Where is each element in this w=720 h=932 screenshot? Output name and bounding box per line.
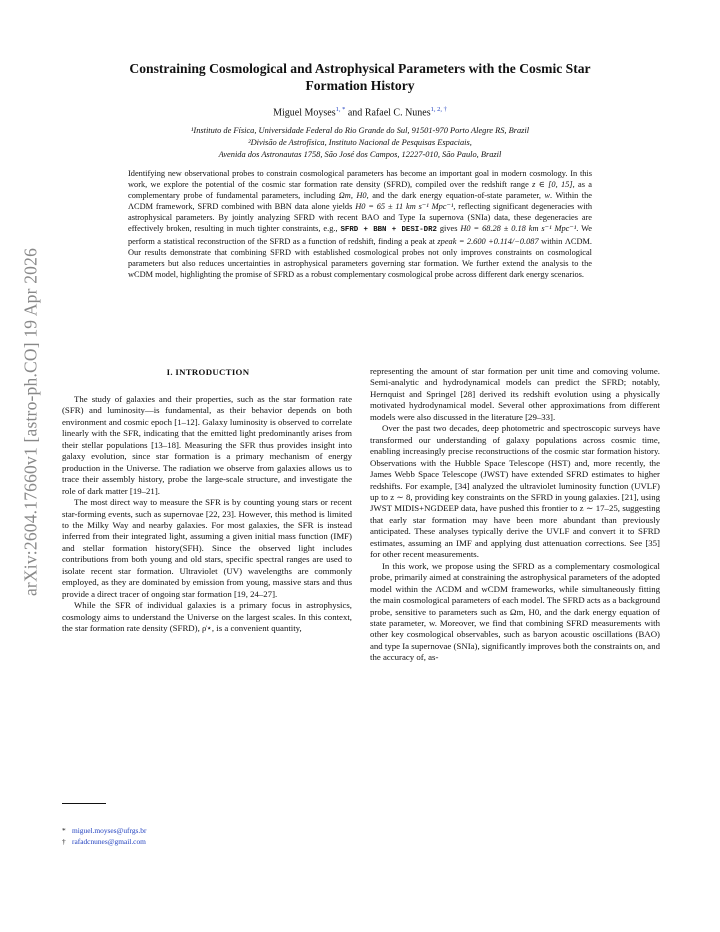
abstract-text: . Within the ΛCDM framework, SFRD combined with BBN data alone yields xyxy=(128,191,593,212)
affiliation-1: ¹Instituto de Física, Universidade Federal do Rio Grande do Sul, 91501-970 Porto Alegre RS, Brazil xyxy=(190,126,530,135)
affiliation-2: ²Divisão de Astrofísica, Instituto Nacional de Pesquisas Espaciais, xyxy=(248,138,472,147)
arxiv-identifier-stamp xyxy=(18,232,44,612)
abstract-text: , reflecting significant degeneracies with astrophysical parameters. By jointly analyzing SFRD with recent BAO and Type Ia supernova (SNIa) data, these degeneracies are effectively broken, resulting in much tighter constraints, e.g., xyxy=(128,202,593,234)
footnote-2 xyxy=(62,837,352,848)
abstract-math: w xyxy=(544,191,551,201)
footnote-1-email-link[interactable]: miguel.moyses@ufrgs.br xyxy=(72,826,147,835)
abstract-math: H0 = 65 ± 11 km s⁻¹ Mpc⁻¹ xyxy=(355,202,454,212)
title-line-1: Constraining Cosmological and Astrophysical Parameters with the Cosmic Star xyxy=(129,61,591,76)
author-1-name: Miguel Moyses xyxy=(273,107,336,119)
right-column xyxy=(370,366,660,664)
intro-paragraph-5: Over the past two decades, deep photometric and spectroscopic surveys have transformed our understanding of galaxy populations across cosmic time, enabling increasingly precise reconstructions of the cosmic star formation history. Observations with the Hubble Space Telescope (HST) and, more recently, the James Webb Space Telescope (JWST) have extended SFRD estimates to higher redshifts. For example, [34] analyzed the ultraviolet luminosity function (UVLF) up to z ∼ 8, providing key constraints on the SFRD in young galaxies. [21], using JWST MIDIS+NGDEEP data, have pushed this frontier to z ∼ 17–25, suggesting that early star formation may have been more abundant than previously anticipated. These analyses typically derive the UVLF and convert it to SFRD estimates, assuming an IMF and applying dust attenuation corrections. See [35] for other recent measurements. xyxy=(370,423,660,560)
footnote-2-mark: † xyxy=(62,836,66,846)
abstract-text: . We perform a statistical reconstruction of the SFRD as a function of redshift, finding a peak at xyxy=(128,224,592,247)
author-list xyxy=(80,106,640,118)
author-1-marks[interactable]: 1, * xyxy=(335,106,346,113)
abstract-math: H0 = 68.28 ± 0.18 km s⁻¹ Mpc⁻¹ xyxy=(460,224,577,234)
abstract-math: Ωm, H0 xyxy=(338,191,367,201)
footnotes xyxy=(62,826,352,848)
footnote-2-email-link[interactable]: rafadcnunes@gmail.com xyxy=(72,836,146,846)
abstract-code: SFRD + BBN + DESI-DR2 xyxy=(340,226,437,235)
arxiv-identifier-text: arXiv:2604.17660v1 [astro-ph.CO] 19 Apr 2026 xyxy=(20,247,41,597)
abstract-math: zpeak = 2.600 +0.114/−0.087 xyxy=(437,237,539,247)
author-2-name: Rafael C. Nunes xyxy=(364,107,431,119)
abstract-text: , and the dark energy equation-of-state parameter, xyxy=(366,191,545,201)
left-column xyxy=(62,394,352,635)
abstract xyxy=(128,168,592,280)
section-heading-introduction: I. INTRODUCTION xyxy=(166,367,250,377)
intro-paragraph-1: The study of galaxies and their properties, such as the star formation rate (SFR) and luminosity—is fundamental, as their behavior depends on both environment and cosmic epoch [1–12]. Galaxy luminosity is observed to correlate linearly with the SFR, indicating that the emitted light predominantly arises from their stellar populations [13–18]. Measuring the SFR thus provides insight into galaxy evolution, since star formation is a primary mechanism of energy production in the Universe. The radiation we observe from galaxies allows us to trace their assembly history, probe the large-scale structure, and investigate the role of dark matter [19–21]. xyxy=(62,394,352,496)
abstract-math: z ∈ [0, 15] xyxy=(532,180,573,190)
affiliation-3: Avenida dos Astronautas 1758, São José dos Campos, 12227-010, São Paulo, Brazil xyxy=(218,150,502,159)
footnote-rule xyxy=(62,803,106,804)
intro-paragraph-3: While the SFR of individual galaxies is a primary focus in astrophysics, cosmology aims to understand the Universe on the largest scales. In this context, the star formation rate density (SFRD), ρ̇⋆, is a convenient quantity, xyxy=(62,600,352,634)
paper-title xyxy=(80,60,640,94)
title-line-2: Formation History xyxy=(305,78,415,93)
footnote-1-mark: * xyxy=(62,826,66,835)
intro-paragraph-6: In this work, we propose using the SFRD as a complementary cosmological probe, primarily aimed at constraining the astrophysical parameters of the adopted model within the ΛCDM and wCDM frameworks, while simultaneously fitting the main cosmological parameters of each model. The SFRD acts as a background probe, sensitive to parameters such as Ωm, H0, and the dark energy equation of state parameter, w. Moreover, we find that combining SFRD measurements with other key cosmological observables, such as baryon acoustic oscillations (BAO) and type Ia supernovae (SNIa), significantly improves both the constraints on, and the accuracy of, as- xyxy=(370,560,660,663)
abstract-text: Identifying new observational probes to constrain cosmological parameters has become an important goal in modern cosmology. In this work, we explore the potential of the cosmic star formation rate density (SFRD), compiled over the redshift range xyxy=(128,169,592,190)
footnote-1 xyxy=(62,826,352,837)
abstract-text: , as a complementary probe of fundamental parameters, including xyxy=(128,180,592,201)
intro-paragraph-2: The most direct way to measure the SFR is by counting young stars or recent star-forming events, such as supernovae [22, 23]. However, this method is limited to the Milky Way and nearby galaxies. For most galaxies, the SFR is instead inferred from their integrated light, assuming a given initial mass function (IMF) and stellar formation history(SFH). Since the observed light includes contributions from both young and old stars, specific spectral ranges are used to isolate recent star formation. Ultraviolet (UV) wavelengths are commonly employed, as they are dominated by emission from young, massive stars and thus provide a direct tracer of ongoing star formation [19, 24–27]. xyxy=(62,497,352,599)
author-conjunction: and xyxy=(345,107,365,119)
author-2-marks[interactable]: 1, 2, † xyxy=(430,106,447,113)
abstract-text: gives xyxy=(436,224,461,234)
intro-paragraph-4: representing the amount of star formation per unit time and comoving volume. Semi-analytic and hydrodynamical models can predict the SFRD; notably, Hernquist and Springel [28] derived its redshift evolution using a physically motivated hydrodynamical model. Several other approximations from different models were also discussed in the literature [29–33]. xyxy=(370,366,660,422)
abstract-text: within ΛCDM. Our results demonstrate that combining SFRD with established cosmological probes not only improves constraints on cosmological parameters but also reduces uncertainties in astrophysical parameters governing star formation. We further extend the analysis to the wCDM model, highlighting the promise of SFRD as a robust complementary cosmological probe across different dark energy scenarios. xyxy=(128,237,592,280)
